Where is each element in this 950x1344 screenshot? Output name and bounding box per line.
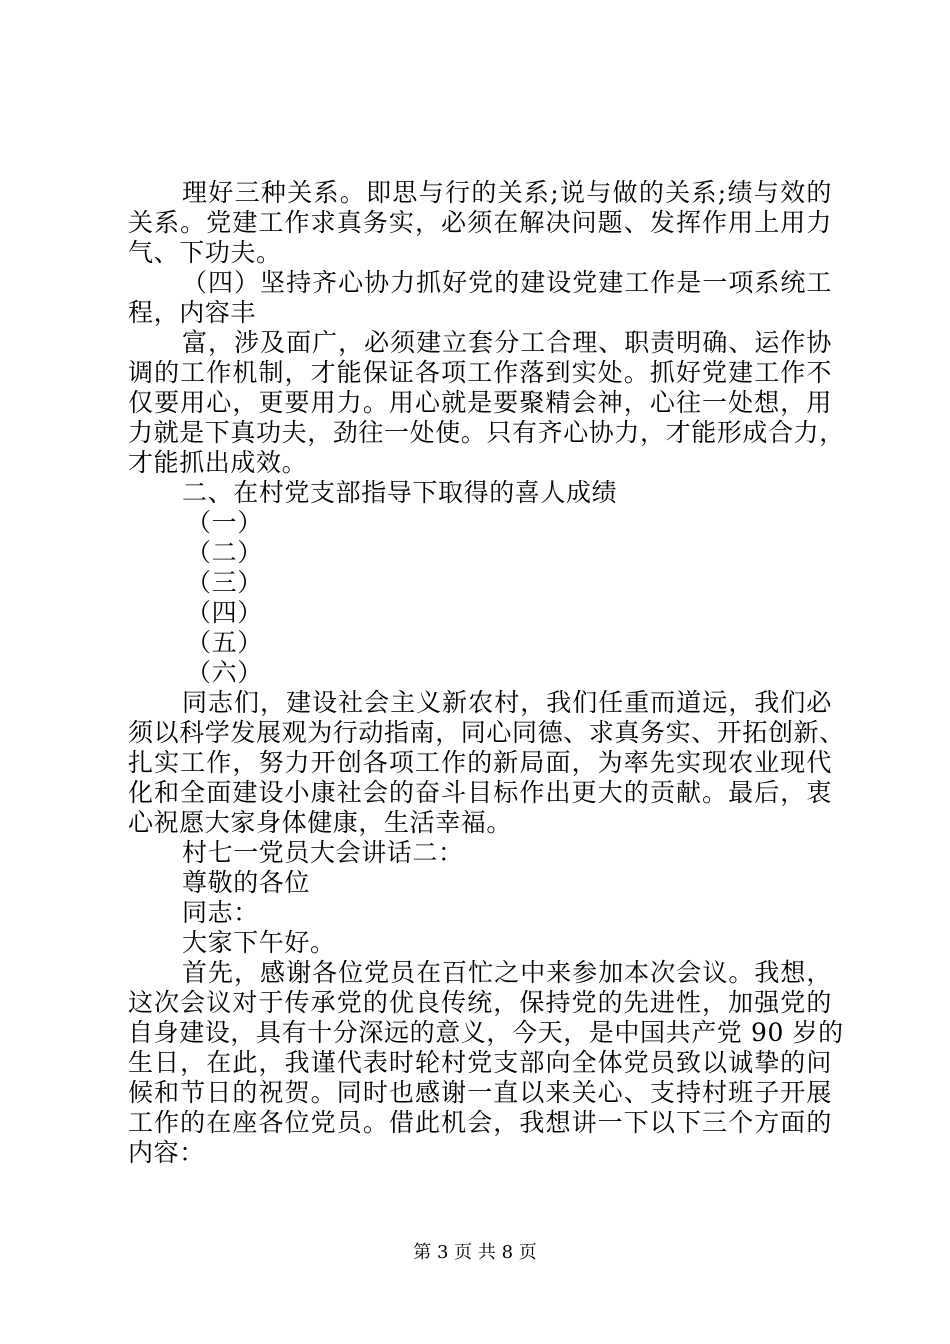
list-item: （一） bbox=[186, 508, 263, 537]
text-line: 须以科学发展观为行动指南，同心同德、求真务实、开拓创新、 bbox=[128, 718, 845, 747]
text-line: 富，涉及面广，必须建立套分工合理、职责明确、运作协 bbox=[182, 328, 832, 357]
page-number-footer: 第 3 页 共 8 页 bbox=[413, 1242, 537, 1263]
text-line: 工作的在座各位党员。借此机会，我想讲一下以下三个方面的 bbox=[128, 1108, 832, 1137]
speech-title: 村七一党员大会讲话二： bbox=[182, 838, 464, 867]
text-line: 扎实工作，努力开创各项工作的新局面，为率先实现农业现代 bbox=[128, 748, 832, 777]
section-heading: 二、在村党支部指导下取得的喜人成绩 bbox=[182, 478, 618, 507]
text-line: 仅要用心，更要用力。用心就是要聚精会神，心往一处想，用 bbox=[128, 388, 832, 417]
salutation-line: 同志： bbox=[182, 898, 259, 927]
text-line: 关系。党建工作求真务实，必须在解决问题、发挥作用上用力 bbox=[128, 208, 832, 237]
text-line: 力就是下真功夫，劲往一处使。只有齐心协力，才能形成合力， bbox=[128, 418, 845, 447]
text-line: 这次会议对于传承党的优良传统，保持党的先进性，加强党的 bbox=[128, 988, 832, 1017]
list-item: （二） bbox=[186, 538, 263, 567]
text-line: 理好三种关系。即思与行的关系;说与做的关系;绩与效的 bbox=[182, 178, 832, 207]
text-line: 自身建设，具有十分深远的意义，今天，是中国共产党 90 岁的 bbox=[128, 1018, 844, 1047]
text-line: 化和全面建设小康社会的奋斗目标作出更大的贡献。最后，衷 bbox=[128, 778, 832, 807]
text-line: 程，内容丰 bbox=[128, 298, 257, 327]
section-heading-line: （四）坚持齐心协力抓好党的建设党建工作是一项系统工 bbox=[182, 268, 832, 297]
text-line: 心祝愿大家身体健康，生活幸福。 bbox=[128, 808, 513, 837]
text-line: 调的工作机制，才能保证各项工作落到实处。抓好党建工作不 bbox=[128, 358, 832, 387]
text-line: 生日，在此，我谨代表时轮村党支部向全体党员致以诚挚的问 bbox=[128, 1048, 832, 1077]
text-line: 候和节日的祝贺。同时也感谢一直以来关心、支持村班子开展 bbox=[128, 1078, 832, 1107]
list-item: （六） bbox=[186, 658, 263, 687]
list-item: （三） bbox=[186, 568, 263, 597]
text-line: 才能抓出成效。 bbox=[128, 448, 308, 477]
text-line: 首先，感谢各位党员在百忙之中来参加本次会议。我想， bbox=[182, 958, 832, 987]
list-item: （四） bbox=[186, 598, 263, 627]
list-item: （五） bbox=[186, 628, 263, 657]
text-line: 内容： bbox=[128, 1138, 205, 1167]
greeting-line: 大家下午好。 bbox=[182, 928, 336, 957]
document-body bbox=[128, 178, 845, 1168]
text-line: 气、下功夫。 bbox=[128, 238, 282, 267]
text-line: 同志们，建设社会主义新农村，我们任重而道远，我们必 bbox=[182, 688, 832, 717]
salutation-line: 尊敬的各位 bbox=[182, 868, 311, 897]
